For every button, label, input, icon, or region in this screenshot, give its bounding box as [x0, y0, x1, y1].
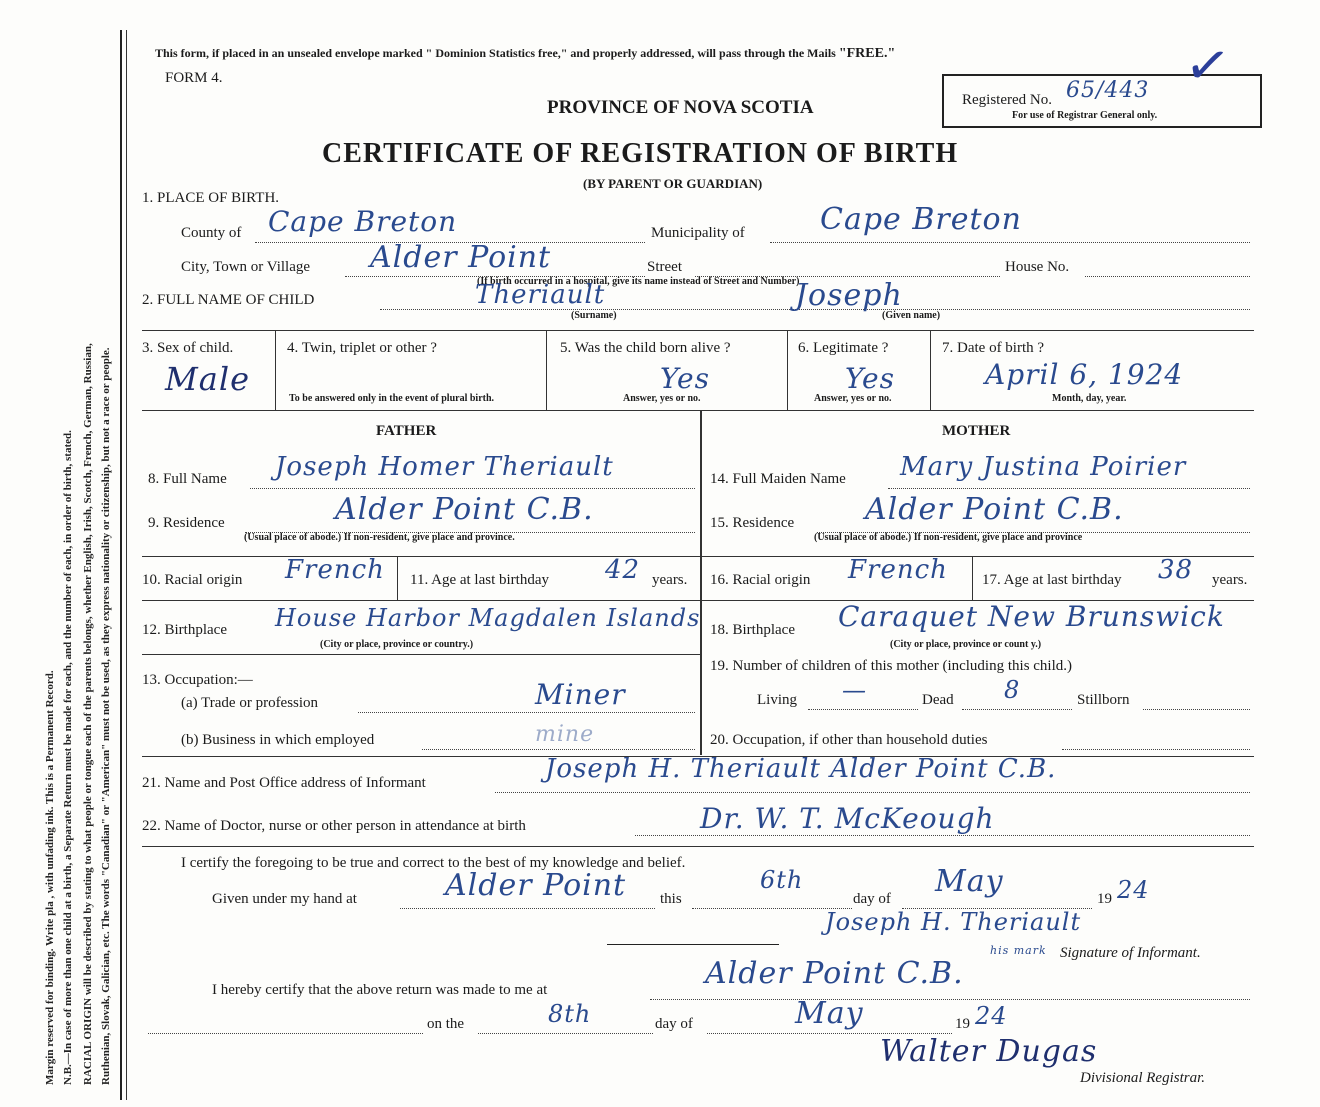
certify-day-of-label: day of [853, 891, 891, 907]
certificate-subtitle: (BY PARENT OR GUARDIAN) [583, 176, 763, 191]
registrar-year: 24 [975, 1002, 1008, 1030]
margin-divider [120, 30, 122, 1100]
children-count-label: 19. Number of children of this mother (including this child.) [710, 658, 1073, 674]
mother-birthplace: Caraquet New Brunswick [838, 600, 1225, 633]
dead-value: 8 [1004, 676, 1021, 704]
given-name-label: (Given name) [882, 310, 941, 321]
form-number: FORM 4. [165, 70, 223, 86]
municipality-value: Cape Breton [820, 202, 1022, 237]
living-label: Living [757, 692, 797, 708]
certify-year-prefix: 19 [1097, 891, 1112, 907]
registrar-title: Divisional Registrar. [1080, 1070, 1206, 1086]
mother-race: French [848, 555, 948, 585]
registrar-year-prefix: 19 [955, 1016, 970, 1032]
mother-years: years. [1212, 572, 1248, 588]
registrar-day: 8th [548, 1000, 592, 1028]
informant-mark: his mark [990, 944, 1047, 957]
street-label: Street [647, 259, 682, 275]
informant-value: Joseph H. Theriault Alder Point C.B. [545, 754, 1057, 784]
dead-label: Dead [922, 692, 954, 708]
mother-residence-label: 15. Residence [710, 515, 795, 531]
doctor-label: 22. Name of Doctor, nurse or other person in attendance at birth [142, 818, 526, 834]
mother-occupation-label: 20. Occupation, if other than household duties [710, 732, 988, 748]
father-age: 42 [605, 555, 641, 585]
registrar-statement: I hereby certify that the above return was made to me at [212, 982, 548, 998]
certify-month: May [935, 864, 1004, 899]
mother-race-label: 16. Racial origin [710, 572, 811, 588]
registered-number: 65/443 [1066, 78, 1150, 103]
father-trade: Miner [535, 678, 626, 711]
father-race-label: 10. Racial origin [142, 572, 243, 588]
province-heading: PROVINCE OF NOVA SCOTIA [547, 97, 814, 118]
alive-label: 5. Was the child born alive ? [560, 340, 731, 356]
father-birthplace-label: 12. Birthplace [142, 622, 227, 638]
city-value: Alder Point [370, 240, 552, 275]
legit-label: 6. Legitimate ? [798, 340, 889, 356]
father-age-label: 11. Age at last birthday [410, 572, 549, 588]
dob-note: Month, day, year. [1052, 393, 1127, 404]
registered-label: Registered No. [962, 92, 1052, 108]
certify-day: 6th [760, 866, 804, 894]
place-heading: 1. PLACE OF BIRTH. [142, 190, 280, 206]
alive-value: Yes [660, 362, 710, 395]
given-under-label: Given under my hand at [212, 891, 357, 907]
margin-divider-inner [126, 30, 127, 1100]
twin-note: To be answered only in the event of plural birth. [289, 393, 495, 404]
certify-place: Alder Point [445, 868, 627, 903]
check-mark-icon: ✓ [1180, 33, 1235, 99]
child-name-heading: 2. FULL NAME OF CHILD [142, 292, 315, 308]
child-given-name: Joseph [795, 278, 903, 313]
registrar-note: For use of Registrar General only. [1012, 110, 1158, 121]
hospital-note: (If birth occurred in a hospital, give its name instead of Street and Number) [477, 276, 800, 287]
registrar-month: May [795, 996, 864, 1031]
county-label: County of [181, 225, 242, 241]
registrar-on-label: on the [427, 1016, 465, 1032]
free-label: "FREE." [838, 46, 896, 61]
certificate-title: CERTIFICATE OF REGISTRATION OF BIRTH [322, 138, 959, 169]
margin-note-racial: RACIAL ORIGIN will be described by stating to what people or tongue each of the parents belongs, whether English, Irish, Scotch, French, German, Russian, [82, 343, 94, 1085]
informant-signature: Joseph H. Theriault [825, 908, 1082, 936]
living-value: — [842, 676, 867, 704]
registrar-place: Alder Point C.B. [705, 956, 964, 991]
certify-year: 24 [1117, 876, 1150, 904]
father-name: Joseph Homer Theriault [275, 452, 614, 482]
mother-heading: MOTHER [942, 423, 1011, 439]
surname-label: (Surname) [571, 310, 617, 321]
stillborn-label: Stillborn [1077, 692, 1130, 708]
child-surname: Theriault [475, 280, 606, 310]
municipality-label: Municipality of [651, 225, 745, 241]
registrar-signature: Walter Dugas [880, 1034, 1098, 1069]
father-residence-label: 9. Residence [148, 515, 225, 531]
father-occupation-label: 13. Occupation:— [142, 672, 253, 688]
mother-birthplace-label: 18. Birthplace [710, 622, 795, 638]
house-label: House No. [1005, 259, 1070, 275]
mother-residence-note: (Usual place of abode.) If non-resident, give place and province [814, 532, 1083, 543]
father-years: years. [652, 572, 688, 588]
informant-label: 21. Name and Post Office address of Informant [142, 775, 426, 791]
father-birthplace-note: (City or place, province or country.) [320, 639, 474, 650]
father-business-label: (b) Business in which employed [181, 732, 375, 748]
father-residence-note: (Usual place of abode.) If non-resident, give place and province. [244, 532, 515, 543]
margin-note-racial-2: Ruthenian, Slovak, Galician, etc. The words "Canadian" or "American" must not be used, as they express nationality or citizenship, but not a race or people. [100, 347, 112, 1085]
father-birthplace: House Harbor Magdalen Islands [275, 604, 701, 632]
margin-note-nb: N.B.—In case of more than one child at a birth, a Separate Return must be made for each, and the number of each, in order of birth, stated. [62, 430, 74, 1085]
father-business: mine [535, 722, 595, 747]
father-race: French [285, 555, 385, 585]
father-name-label: 8. Full Name [148, 471, 227, 487]
mother-name: Mary Justina Poirier [900, 452, 1187, 482]
registrar-day-of-label: day of [655, 1016, 693, 1032]
mother-age-label: 17. Age at last birthday [982, 572, 1122, 588]
parents-divider [700, 410, 702, 755]
dob-label: 7. Date of birth ? [942, 340, 1045, 356]
legit-note: Answer, yes or no. [814, 393, 892, 404]
dob-value: April 6, 1924 [985, 358, 1184, 391]
alive-note: Answer, yes or no. [623, 393, 701, 404]
twin-label: 4. Twin, triplet or other ? [287, 340, 437, 356]
mother-name-label: 14. Full Maiden Name [710, 471, 846, 487]
mail-note: This form, if placed in an unsealed envelope marked " Dominion Statistics free," and properly addressed, will pass through the Mails "FREE." [155, 46, 896, 61]
certify-this-label: this [660, 891, 682, 907]
sex-value: Male [165, 360, 251, 398]
margin-note-binding: Margin reserved for binding. Write pla , with unfading ink. This is a Permanent Record. [44, 670, 56, 1085]
city-label: City, Town or Village [181, 259, 311, 275]
father-residence: Alder Point C.B. [335, 492, 594, 527]
father-trade-label: (a) Trade or profession [181, 695, 319, 711]
mother-residence: Alder Point C.B. [865, 492, 1124, 527]
mother-age: 38 [1158, 555, 1194, 585]
signature-label: Signature of Informant. [1060, 945, 1201, 961]
doctor-value: Dr. W. T. McKeough [700, 802, 995, 835]
father-heading: FATHER [376, 423, 437, 439]
sex-label: 3. Sex of child. [142, 340, 234, 356]
certify-statement: I certify the foregoing to be true and correct to the best of my knowledge and belief. [181, 855, 686, 871]
mother-birthplace-note: (City or place, province or count y.) [890, 639, 1042, 650]
county-value: Cape Breton [268, 205, 458, 238]
legit-value: Yes [845, 362, 895, 395]
